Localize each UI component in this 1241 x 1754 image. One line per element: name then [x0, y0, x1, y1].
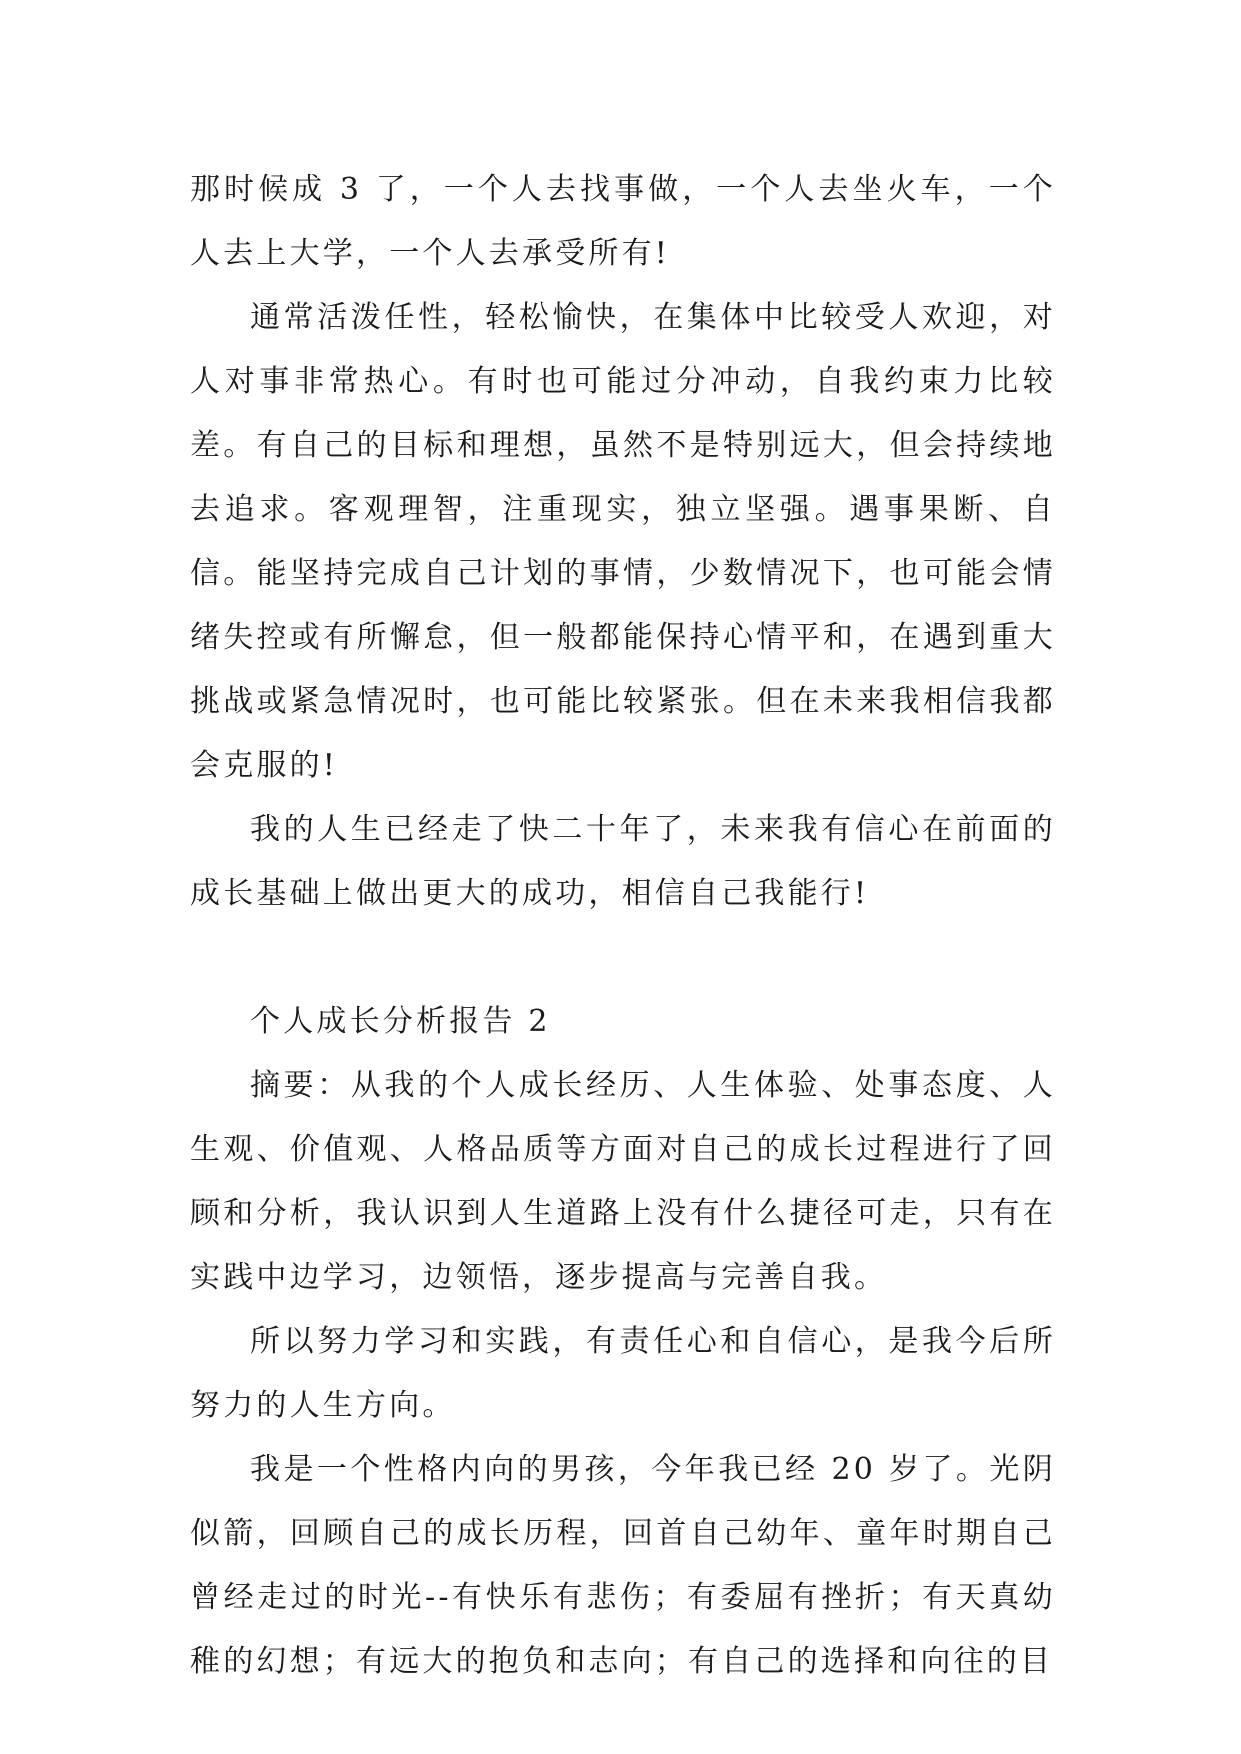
paragraph-direction: 所以努力学习和实践，有责任心和自信心，是我今后所努力的人生方向。: [190, 1324, 1056, 1423]
paragraph-future-confidence: 我的人生已经走了快二十年了，未来我有信心在前面的成长基础上做出更大的成功，相信自己我能行!: [190, 812, 1056, 911]
paragraph-continuation: 那时候成 3 了，一个人去找事做，一个人去坐火车，一个人去上大学，一个人去承受所有!: [190, 172, 1056, 271]
section-gap: [190, 926, 1056, 990]
paragraph-personality: 通常活泼任性，轻松愉快，在集体中比较受人欢迎，对人对事非常热心。有时也可能过分冲动，自我约束力比较差。有自己的目标和理想，虽然不是特别远大，但会持续地去追求。客观理智，注重现实，独立坚强。遇事果断、自信。能坚持完成自己计划的事情，少数情况下，也可能会情绪失控或有所懈怠，但一般都能保持心情平和，在遇到重大挑战或紧急情况时，也可能比较紧张。但在未来我相信我都会克服的!: [190, 300, 1056, 783]
paragraph-introduction: 我是一个性格内向的男孩，今年我已经 20 岁了。光阴似箭，回顾自己的成长历程，回首自己幼年、童年时期自己曾经走过的时光--有快乐有悲伤；有委屈有挫折；有天真幼稚的幻想；有远大的抱负和志向；有自己的选择和向往的目: [190, 1452, 1056, 1679]
paragraph-abstract: 摘要：从我的个人成长经历、人生体验、处事态度、人生观、价值观、人格品质等方面对自己的成长过程进行了回顾和分析，我认识到人生道路上没有什么捷径可走，只有在实践中边学习，边领悟，逐步提高与完善自我。: [190, 1068, 1056, 1295]
document-body: [190, 158, 1056, 1694]
section-title: 个人成长分析报告 2: [250, 1004, 551, 1039]
